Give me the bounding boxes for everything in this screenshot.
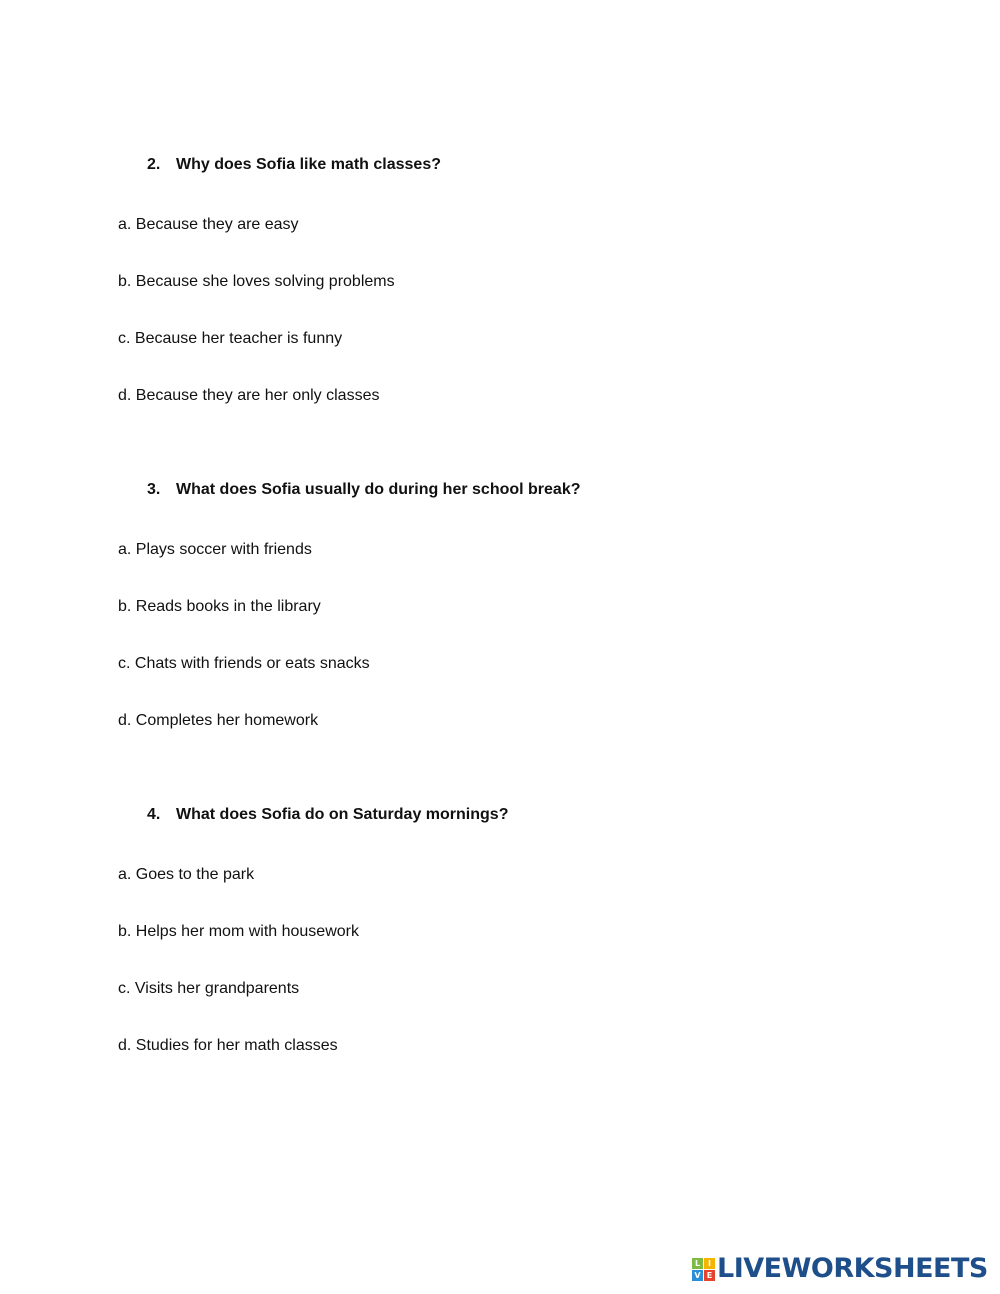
question-number: 4. — [147, 806, 161, 823]
option-c[interactable]: c. Visits her grandparents — [118, 980, 300, 997]
option-c[interactable]: c. Because her teacher is funny — [118, 330, 343, 347]
logo-wordmark: LIVEWORKSHEETS — [717, 1253, 988, 1284]
option-a[interactable]: a. Goes to the park — [118, 866, 255, 883]
option-b[interactable]: b. Helps her mom with housework — [118, 923, 359, 940]
question-title — [147, 806, 508, 824]
option-d[interactable]: d. Completes her homework — [118, 712, 319, 729]
question-text: What does Sofia do on Saturday mornings? — [176, 806, 509, 823]
logo-badge-cell: L — [692, 1258, 703, 1269]
question-text: Why does Sofia like math classes? — [176, 156, 441, 173]
logo-badge-cell: V — [692, 1270, 703, 1281]
option-a[interactable]: a. Because they are easy — [118, 216, 299, 233]
option-b[interactable]: b. Because she loves solving problems — [118, 273, 395, 290]
option-b[interactable]: b. Reads books in the library — [118, 598, 321, 615]
option-d[interactable]: d. Studies for her math classes — [118, 1037, 338, 1054]
logo-badge-icon — [692, 1258, 715, 1281]
logo-badge-cell: E — [704, 1270, 715, 1281]
liveworksheets-logo — [692, 1254, 988, 1284]
option-c[interactable]: c. Chats with friends or eats snacks — [118, 655, 370, 672]
question-title — [147, 156, 441, 174]
question-number: 2. — [147, 156, 161, 173]
logo-badge-cell: I — [704, 1258, 715, 1269]
question-number: 3. — [147, 481, 161, 498]
question-text: What does Sofia usually do during her school break? — [176, 481, 581, 498]
option-d[interactable]: d. Because they are her only classes — [118, 387, 380, 404]
question-title — [147, 481, 581, 499]
option-a[interactable]: a. Plays soccer with friends — [118, 541, 312, 558]
